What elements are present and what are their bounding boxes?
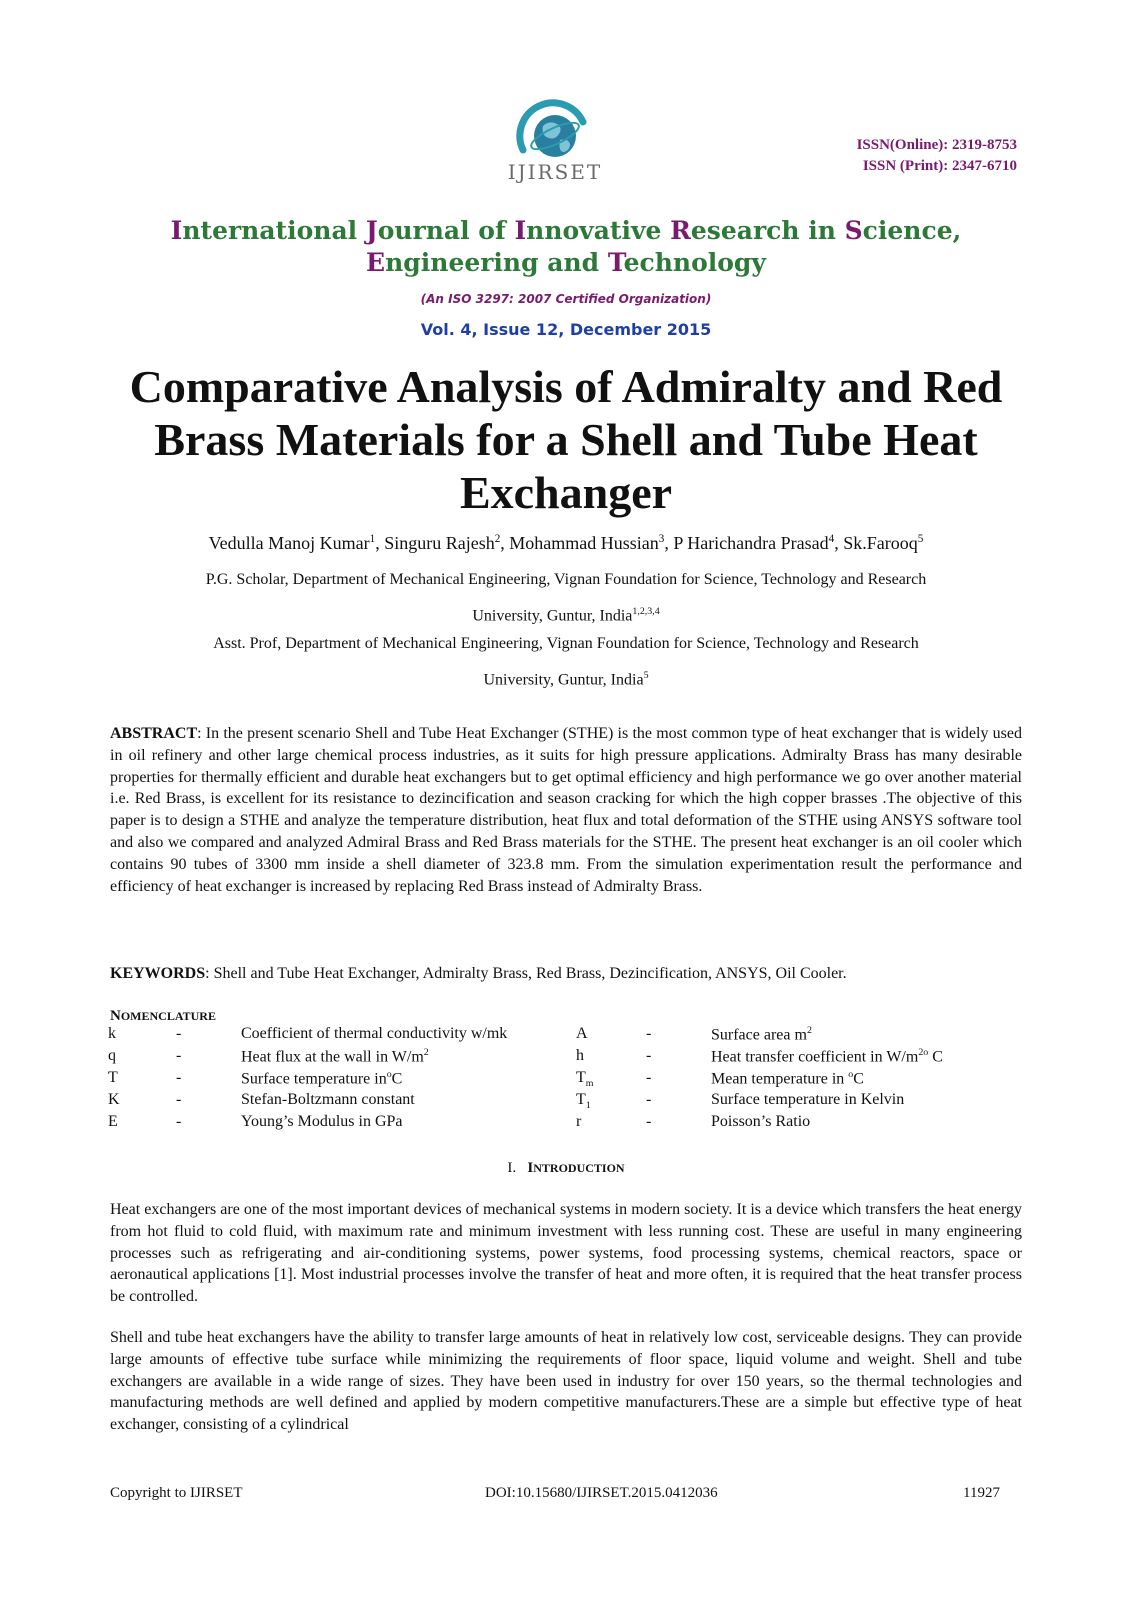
nomenclature-description: Surface temperature in Kelvin [711, 1091, 905, 1108]
abstract [110, 723, 1022, 897]
journal-name-text: ngineering and [385, 248, 608, 277]
abstract-text: : In the present scenario Shell and Tube Heat Exchanger (STHE) is the most common type of heat exchanger that is widely used in oil refinery and other large chemical process industries, as it suits for high pressure applications. Admiralty Brass has many desirable properties for thermally efficient and durable heat exchangers but to get optimal efficiency and high performance we go over another material i.e. Red Brass, is excellent for its resistance to dezincification and season cracking for which the high copper brasses .The objective of this paper is to design a STHE and analyze the temperature distribution, heat flux and total deformation of the STHE using ANSYS software tool and also we compared and analyzed Admiral Brass and Red Brass materials for the STHE. The present heat exchanger is an oil cooler which contains 90 tubes of 3300 mm inside a shell diameter of 323.8 mm. From the simulation experimentation result the performance and efficiency of heat exchanger is increased by replacing Red Brass instead of Admiralty Brass. [110, 725, 1022, 895]
journal-initial-letter: I [514, 216, 527, 245]
nomenclature-dash: - [646, 1025, 652, 1042]
nomenclature-dash: - [646, 1091, 652, 1108]
affiliation-1-line2: University, Guntur, India$^{1,2,3,4}$ [472, 606, 660, 625]
affiliation-1 [0, 564, 1132, 632]
nomenclature-description: Poisson’s Ratio [711, 1113, 811, 1130]
nomenclature-description: Stefan-Boltzmann constant [241, 1091, 415, 1108]
volume-issue: Vol. 4, Issue 12, December 2015 [420, 320, 712, 339]
nomenclature-dash: - [176, 1069, 182, 1086]
journal-name-text: cience, [862, 216, 962, 245]
nomenclature-description: Surface temperature $in^oC$ [241, 1069, 403, 1088]
journal-initial-letter: T [607, 248, 624, 277]
journal-name-text: echnology [623, 248, 766, 277]
iso-certification: (An ISO 3297: 2007 Certified Organization) [420, 292, 712, 306]
nomenclature-dash: - [176, 1113, 182, 1130]
paper-title-line: Exchanger [459, 467, 673, 518]
author-name: Sk.Farooq$^5$ [843, 533, 924, 553]
intro-paragraph-1: Heat exchangers are one of the most important devices of mechanical systems in modern society. It is a device which transfers the heat energy from hot fluid to cold fluid, with maximum rate and minimum investment with less running cost. These are useful in many engineering processes such as refrigerating and air-conditioning systems, power systems, food processing systems, chemical reactors, space or aeronautical applications [1]. Most industrial processes involve the transfer of heat and more often, it is required that the heat transfer process be controlled. [110, 1201, 1022, 1306]
nomenclature-dash: - [176, 1091, 182, 1108]
nomenclature-heading: NOMENCLATURE [110, 1008, 216, 1024]
keywords-text: : Shell and Tube Heat Exchanger, Admiralty Brass, Red Brass, Dezincification, ANSYS, Oil Cooler. [205, 965, 847, 982]
nomenclature-description: Heat transfer coefficient in $W/m^{2o}$ C [711, 1047, 943, 1066]
journal-name-text: nnovative [526, 216, 671, 245]
abstract-label: ABSTRACT [110, 725, 198, 742]
nomenclature-row [108, 1025, 1011, 1047]
nomenclature-symbol: T [108, 1069, 118, 1086]
nomenclature-symbol: $T_m$ [576, 1069, 594, 1090]
journal-initial-letter: S [844, 216, 863, 245]
author-name: Singuru Rajesh$^2$ [384, 533, 501, 553]
intro-paragraph-2: Shell and tube heat exchangers have the ability to transfer large amounts of heat in relatively low cost, serviceable designs. They can provide large amounts of effective tube surface while minimizing the requirements of floor space, liquid volume and weight. Shell and tube exchangers are available in a wide range of sizes. They have been used in industry for over 150 years, so the thermal technologies and manufacturing methods are well defined and applied by modern competitive manufacturers.These are a simple but effective type of heat exchanger, consisting of a cylindrical [110, 1329, 1022, 1434]
nomenclature-description: Heat flux at the wall in $W/m^2$ [241, 1047, 429, 1066]
nomenclature-row [108, 1113, 1011, 1135]
journal-initial-letter: R [670, 216, 691, 245]
nomenclature-dash: - [646, 1047, 652, 1064]
affiliation-2 [0, 628, 1132, 696]
nomenclature-symbol: q [108, 1047, 116, 1064]
author-list: Vedulla Manoj Kumar$^1$, Singuru Rajesh$^2$, Mohammad Hussian$^3$, P Harichandra Prasad$^4$, Sk.Farooq$^5$ [208, 533, 924, 553]
affiliation-1-line1: P.G. Scholar, Department of Mechanical Engineering, Vignan Foundation for Science, Technology and Research [205, 571, 927, 588]
paper-title [80, 360, 1052, 519]
author-name: Vedulla Manoj Kumar$^1$ [208, 533, 376, 553]
journal-initial-letter: I [170, 216, 183, 245]
nomenclature-description: Surface area $m^2$ [711, 1025, 812, 1044]
author-name: Mohammad Hussian$^3$ [509, 533, 665, 553]
nomenclature-description: Young’s Modulus in GPa [241, 1113, 403, 1130]
nomenclature-row [108, 1047, 1011, 1069]
journal-name-line1 [0, 215, 1132, 247]
nomenclature-symbol: K [108, 1091, 120, 1108]
journal-initial-letter: J [365, 216, 378, 245]
logo-text: IJIRSET [507, 160, 603, 184]
nomenclature-dash: - [646, 1113, 652, 1130]
nomenclature-dash: - [176, 1025, 182, 1042]
keywords-label: KEYWORDS [110, 965, 206, 982]
issn-print: ISSN (Print): 2347-6710 [862, 158, 1017, 174]
nomenclature-symbol: k [108, 1025, 116, 1042]
nomenclature-symbol: h [576, 1047, 584, 1064]
journal-name [0, 215, 1132, 279]
paper-title-line: Comparative Analysis of Admiralty and Red [129, 361, 1003, 412]
footer-page-number: 11927 [963, 1485, 1000, 1501]
nomenclature-dash: - [646, 1069, 652, 1086]
keywords [110, 963, 1022, 985]
affiliation-2-line2: University, Guntur, India$^5$ [483, 670, 649, 689]
issn-block [857, 135, 1017, 177]
footer-doi: DOI:10.15680/IJIRSET.2015.0412036 [485, 1485, 718, 1501]
journal-name-text: nternational [182, 216, 366, 245]
nomenclature-description: Coefficient of thermal conductivity w/mk [241, 1025, 508, 1042]
nomenclature-row [108, 1069, 1011, 1091]
nomenclature-row [108, 1091, 1011, 1113]
nomenclature-table [108, 1025, 1011, 1135]
nomenclature-symbol: r [576, 1113, 582, 1130]
paper-title-line: Brass Materials for a Shell and Tube Heat [154, 414, 978, 465]
journal-initial-letter: E [366, 248, 386, 277]
section-heading-introduction: I. INTRODUCTION [507, 1160, 625, 1176]
author-name: P Harichandra Prasad$^4$ [673, 533, 835, 553]
nomenclature-description: Mean temperature in $^o$C [711, 1069, 864, 1088]
journal-name-text: ournal of [377, 216, 515, 245]
nomenclature-symbol: $T_1$ [576, 1091, 591, 1112]
issn-online: ISSN(Online): 2319-8753 [856, 137, 1017, 153]
nomenclature-symbol: A [576, 1025, 588, 1042]
affiliation-2-line1: Asst. Prof, Department of Mechanical Engineering, Vignan Foundation for Science, Technology and Research [213, 635, 919, 652]
journal-name-text: esearch in [690, 216, 845, 245]
journal-name-line2 [0, 247, 1132, 279]
nomenclature-symbol: E [108, 1113, 118, 1130]
footer-copyright: Copyright to IJIRSET [110, 1485, 243, 1501]
nomenclature-dash: - [176, 1047, 182, 1064]
